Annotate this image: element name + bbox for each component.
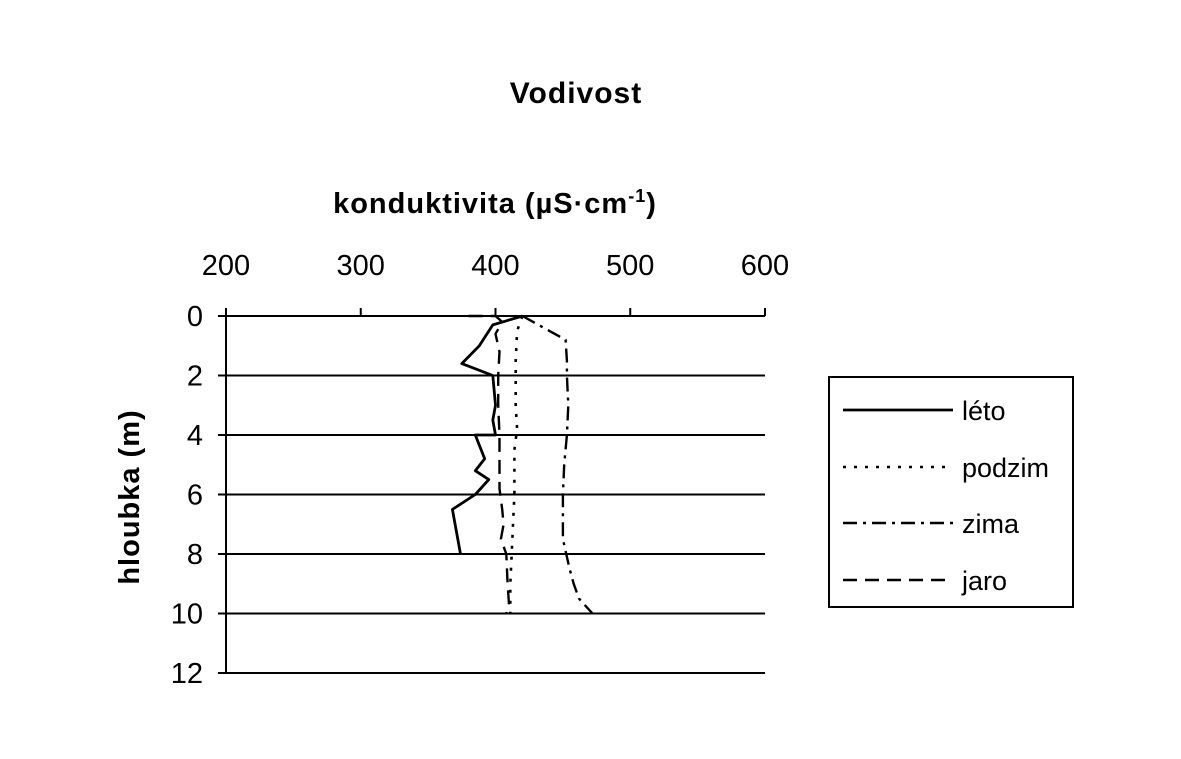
y-tick-label: 6 <box>186 479 203 512</box>
legend-label: jaro <box>962 566 1008 596</box>
gridlines <box>226 376 765 674</box>
x-tick-label: 300 <box>336 250 385 282</box>
legend-label: zima <box>962 509 1020 539</box>
x-axis-title-close: ) <box>646 188 657 220</box>
series-line-dash-dot <box>523 316 593 614</box>
x-axis-title-superscript: -1 <box>628 186 647 206</box>
y-tick-label: 12 <box>170 658 203 690</box>
legend-box <box>829 377 1073 607</box>
y-axis-title: hloubka (m) <box>114 409 146 585</box>
legend-label: podzim <box>962 453 1050 483</box>
legend <box>829 377 1073 607</box>
x-axis-title <box>333 186 657 220</box>
series-lines <box>452 316 592 614</box>
x-tick-label: 400 <box>471 250 520 282</box>
y-tick-label: 2 <box>186 360 203 393</box>
x-tick-label: 600 <box>740 250 790 282</box>
series-line-dashed <box>469 316 509 614</box>
y-tick-label: 8 <box>186 539 203 571</box>
x-tick-label: 200 <box>201 250 251 282</box>
series-line-dotted <box>510 316 522 614</box>
chart-title: Vodivost <box>509 77 643 110</box>
y-axis-ticks <box>171 301 226 690</box>
y-tick-label: 10 <box>170 598 203 631</box>
y-tick-label: 4 <box>186 420 203 452</box>
y-tick-label: 0 <box>186 301 203 333</box>
x-axis-ticks <box>202 250 789 316</box>
x-tick-label: 500 <box>606 250 655 282</box>
x-axis-title-main: konduktivita (µS·cm <box>333 188 629 220</box>
legend-label: léto <box>962 396 1006 426</box>
